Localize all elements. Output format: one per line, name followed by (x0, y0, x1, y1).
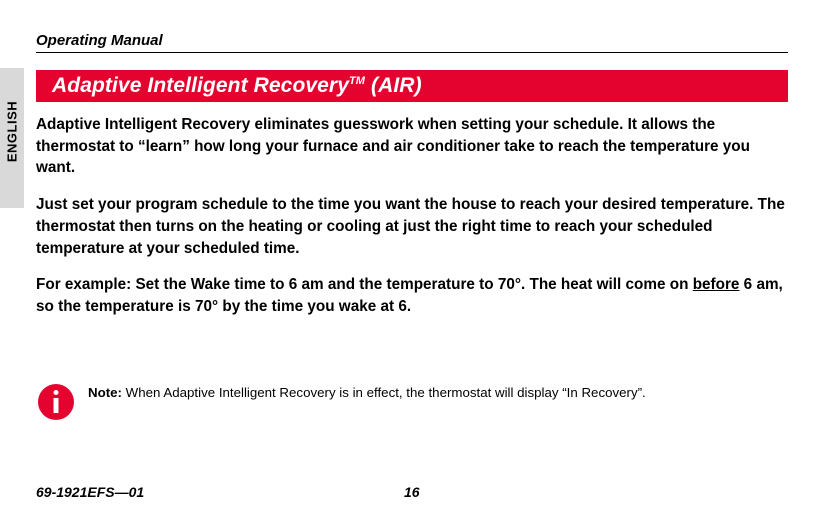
header-title: Operating Manual (36, 32, 163, 49)
example-lead: For example: Set the Wake time to 6 am and the temperature to 70°. The heat will come on (36, 276, 693, 294)
example-emphasis: before (692, 276, 740, 294)
example-tail: 6 am, so the temperature is 70° by the time you wake at 6. (36, 276, 783, 316)
info-icon (38, 384, 74, 420)
note-label: Note: (88, 385, 122, 400)
note-callout (38, 382, 738, 420)
section-title-bar (36, 70, 788, 102)
paragraph-1: Adaptive Intelligent Recovery eliminates guesswork when setting your schedule. It allows the thermostat to “learn” how long your furnace and air conditioner take to reach the temperature you want. (36, 116, 750, 177)
section-title (36, 74, 422, 98)
header-rule (36, 52, 788, 53)
language-tab (0, 68, 24, 208)
page-number: 16 (404, 484, 420, 500)
document-number: 69-1921EFS—01 (36, 484, 145, 500)
trademark-symbol: TM (348, 75, 366, 87)
paragraph-example (36, 274, 790, 317)
language-tab-label: ENGLISH (4, 100, 20, 163)
section-title-main: Adaptive Intelligent Recovery (52, 74, 349, 97)
page-header (36, 32, 788, 53)
body-content (36, 114, 790, 318)
note-text (88, 382, 646, 402)
note-body: When Adaptive Intelligent Recovery is in effect, the thermostat will display “In Recovery”. (121, 385, 646, 400)
paragraph-2: Just set your program schedule to the time you want the house to reach your desired temperature. The thermostat then turns on the heating or cooling at just the right time to reach your scheduled temperature at your scheduled time. (36, 196, 785, 257)
section-title-suffix: (AIR) (365, 74, 422, 97)
